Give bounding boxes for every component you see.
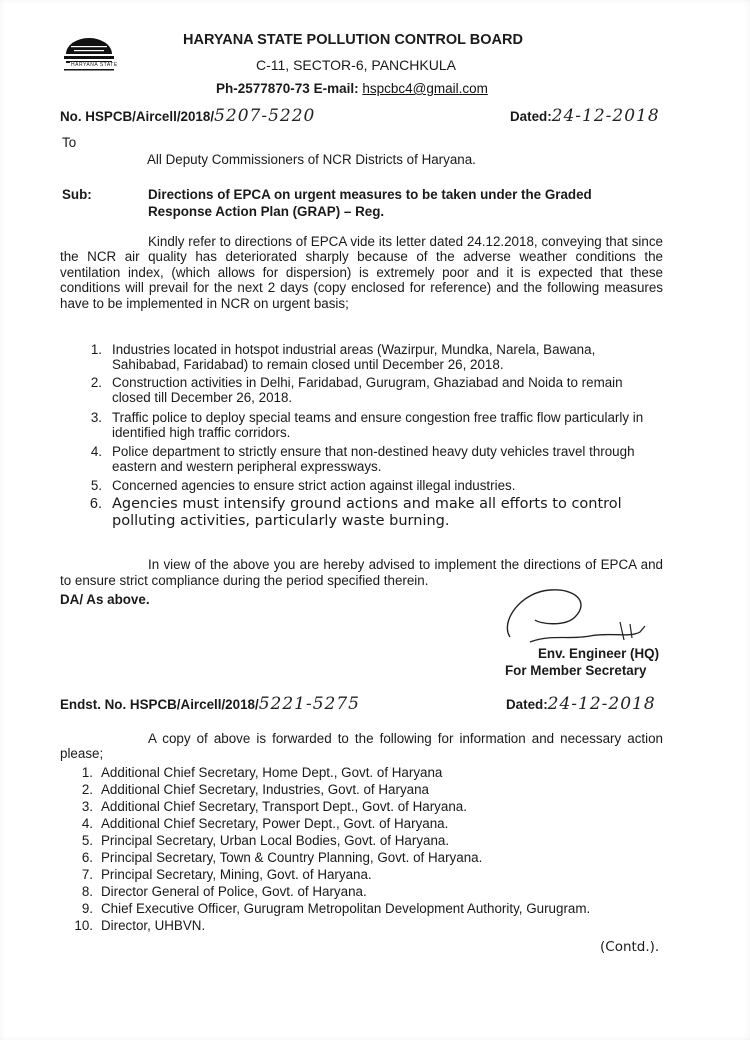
- phone-label: Ph-2577870-73 E-mail:: [216, 81, 359, 96]
- copy-to-num: 10.: [74, 918, 93, 933]
- copy-to-num: 2.: [81, 782, 93, 797]
- dated-line: [510, 106, 660, 126]
- measure-num: 4.: [90, 444, 102, 459]
- copy-to-num: 9.: [81, 901, 93, 916]
- copy-to-item: Principal Secretary, Urban Local Bodies, Govt. of Haryana.: [101, 833, 450, 848]
- endst-no-handwritten: 5221-5275: [258, 694, 360, 714]
- measure-item: Construction activities in Delhi, Faridabad, Gurugram, Ghaziabad and Noida to remain closed till December 26, 2018.: [112, 375, 623, 406]
- logo-emblem-icon: [60, 36, 118, 76]
- measure-num: 6.: [89, 496, 102, 512]
- measure-item: Police department to strictly ensure that non-destined heavy duty vehicles travel through eastern and western peripheral expressways.: [112, 444, 635, 475]
- measure-item: Agencies must intensify ground actions and make all efforts to control polluting activities, particularly waste burning.: [112, 496, 622, 529]
- body-paragraph: Kindly refer to directions of EPCA vide its letter dated 24.12.2018, conveying that since the NCR air quality has deteriorated sharply because of the adverse weather conditions the ventilation index, (which allows for dispersion) is extremely poor and it is expected that these conditions will prevail for the next 2 days (copy enclosed for reference) and the following measures have to be implemented in NCR on urgent basis;: [60, 234, 663, 311]
- copy-to-num: 3.: [81, 799, 93, 814]
- dated-handwritten: 24-12-2018: [551, 106, 660, 126]
- closing-paragraph: In view of the above you are hereby advised to implement the directions of EPCA and to ensure strict compliance during the period specified therein.: [60, 557, 663, 588]
- ref-line: [60, 106, 315, 126]
- subject-line-1: Directions of EPCA on urgent measures to be taken under the Graded: [148, 187, 592, 202]
- board-logo: [60, 36, 118, 76]
- measure-num: 1.: [90, 342, 102, 357]
- copy-to-item: Principal Secretary, Mining, Govt. of Haryana.: [101, 867, 372, 882]
- sub-label: Sub:: [62, 187, 92, 202]
- ref-no-handwritten: 5207-5220: [214, 106, 316, 126]
- to-label: To: [62, 135, 77, 150]
- endst-dated-handwritten: 24-12-2018: [547, 694, 656, 714]
- signatory-subtitle: For Member Secretary: [505, 663, 647, 678]
- recipient: All Deputy Commissioners of NCR Districts of Haryana.: [147, 152, 476, 167]
- continued-note: (Contd.).: [600, 939, 660, 955]
- copy-to-num: 5.: [81, 833, 93, 848]
- endorsement-intro: A copy of above is forwarded to the following for information and necessary action please;: [60, 731, 663, 762]
- contact-line: [216, 81, 488, 96]
- endst-dated-label: Dated:: [506, 697, 548, 712]
- measure-num: 5.: [90, 478, 102, 493]
- copy-to-item: Chief Executive Officer, Gurugram Metropolitan Development Authority, Gurugram.: [101, 901, 591, 916]
- logo-text: HARYANA STATE: [71, 62, 118, 68]
- measure-item: Industries located in hotspot industrial areas (Wazirpur, Mundka, Narela, Bawana, Sahibabad, Faridabad) to remain closed until December 26, 2018.: [112, 342, 596, 373]
- measure-item: Concerned agencies to ensure strict action against illegal industries.: [112, 478, 516, 493]
- subject-line-2: Response Action Plan (GRAP) – Reg.: [148, 204, 385, 219]
- copy-to-num: 7.: [81, 867, 93, 882]
- copy-to-num: 6.: [81, 850, 93, 865]
- copy-to-num: 8.: [81, 884, 93, 899]
- signatory-title: Env. Engineer (HQ): [538, 646, 660, 661]
- copy-to-item: Additional Chief Secretary, Industries, Govt. of Haryana: [101, 782, 429, 797]
- measure-num: 2.: [90, 375, 102, 390]
- org-address: C-11, SECTOR-6, PANCHKULA: [256, 57, 456, 73]
- copy-to-item: Director General of Police, Govt. of Haryana.: [101, 884, 367, 899]
- copy-to-item: Director, UHBVN.: [101, 918, 206, 933]
- org-name: HARYANA STATE POLLUTION CONTROL BOARD: [183, 32, 523, 48]
- endst-line: [60, 694, 360, 714]
- measure-num: 3.: [90, 410, 102, 425]
- copy-to-item: Additional Chief Secretary, Transport Dept., Govt. of Haryana.: [101, 799, 467, 814]
- copy-to-item: Principal Secretary, Town & Country Planning, Govt. of Haryana.: [101, 850, 483, 865]
- copy-to-item: Additional Chief Secretary, Power Dept., Govt. of Haryana.: [101, 816, 449, 831]
- da-line: DA/ As above.: [60, 592, 150, 607]
- copy-to-item: Additional Chief Secretary, Home Dept., Govt. of Haryana: [101, 765, 443, 780]
- copy-to-num: 1.: [81, 765, 93, 780]
- dated-label: Dated:: [510, 109, 552, 124]
- endst-dated-line: [506, 694, 656, 714]
- ref-no-label: No. HSPCB/Aircell/2018/: [60, 109, 215, 124]
- copy-to-num: 4.: [81, 816, 93, 831]
- endst-no-label: Endst. No. HSPCB/Aircell/2018/: [60, 697, 259, 712]
- measure-item: Traffic police to deploy special teams and ensure congestion free traffic flow particularly in identified high traffic corridors.: [112, 410, 644, 441]
- email-link[interactable]: hspcbc4@gmail.com: [362, 81, 488, 96]
